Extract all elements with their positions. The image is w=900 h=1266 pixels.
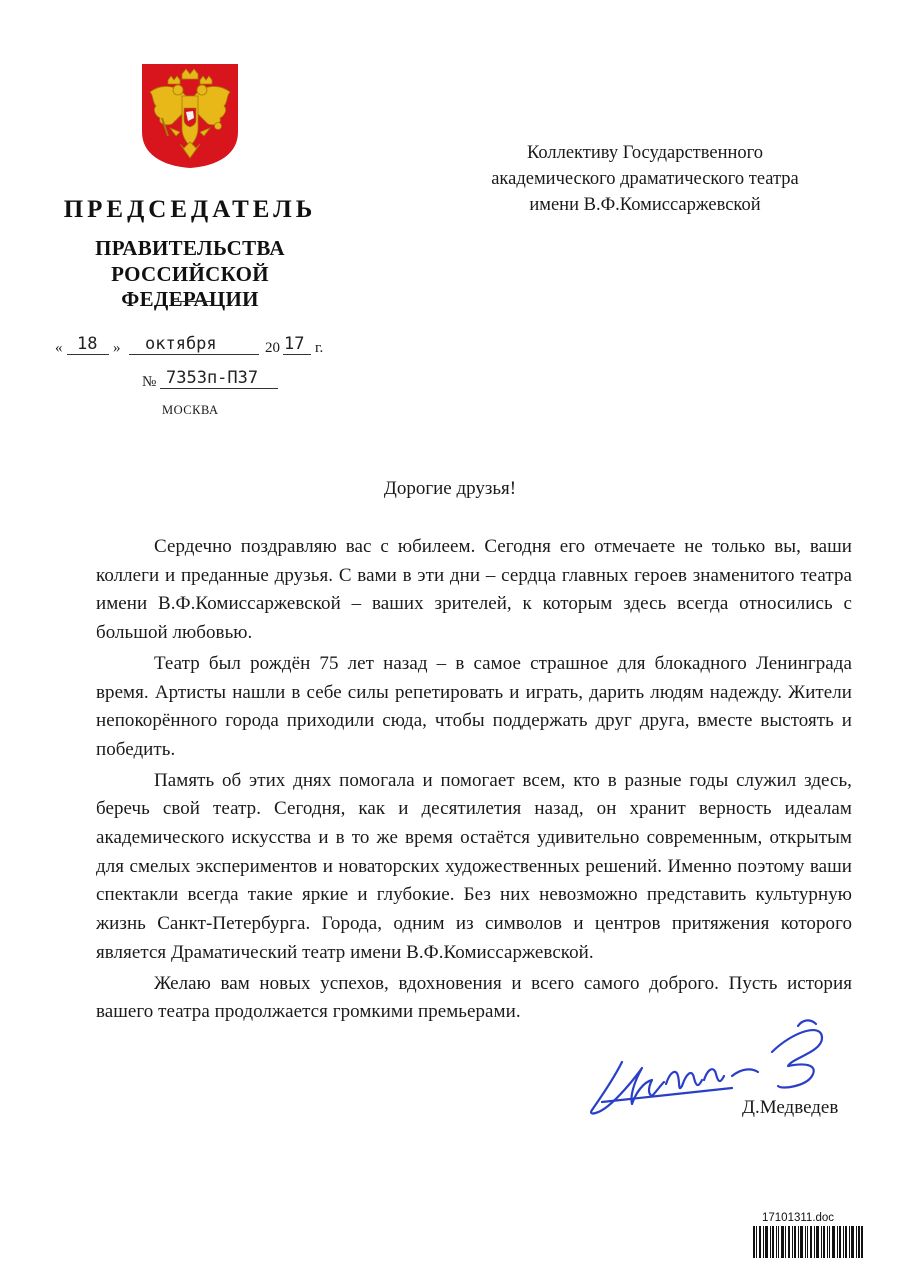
addressee-line2: академического драматического театра <box>491 169 799 189</box>
document-number: 7353п-П37 <box>166 368 259 388</box>
date-line <box>55 334 345 360</box>
date-close-quote: » <box>113 340 121 356</box>
date-month: октября <box>145 334 217 354</box>
greeting: Дорогие друзья! <box>383 478 517 499</box>
letterhead-subtitle-line2: РОССИЙСКОЙ ФЕДЕРАЦИИ <box>111 262 269 311</box>
signer-name: Д.Медведев <box>742 1097 839 1118</box>
letterhead-divider <box>172 301 212 302</box>
body-paragraph-4: Желаю вам новых успехов, вдохновения и всего самого доброго. Пусть история вашего театра продолжается громкими премьерами. <box>96 972 852 1023</box>
addressee-line3: имени В.Ф.Комиссаржевской <box>529 195 761 215</box>
body-paragraph-2: Театр был рождён 75 лет назад – в самое страшное для блокадного Ленинграда время. Артисты нашли в себе силы репетировать и играть, дарить людям надежду. Жители непокорённого города приходили сюда, чтобы поддержать друг друга, вместе выстоять и победить. <box>96 652 852 760</box>
barcode-icon <box>753 1226 863 1258</box>
date-year-prefix: 20 <box>265 340 280 356</box>
date-open-quote: « <box>55 340 63 356</box>
date-year-suffix: 17 <box>284 334 305 354</box>
letterhead-title: ПРЕДСЕДАТЕЛЬ <box>63 196 317 223</box>
addressee-line1: Коллективу Государственного <box>526 143 764 163</box>
city-label: МОСКВА <box>162 403 219 417</box>
body-paragraph-1: Сердечно поздравляю вас с юбилеем. Сегодня его отмечаете не только вы, ваши коллеги и преданные друзья. С вами в эти дни – сердца главных героев знаменитого театра имени В.Ф.Комиссаржевской – ваших зрителей, к которым здесь всегда относились с большой любовью. <box>96 536 852 644</box>
document-reference: 17101311.doc <box>762 1212 835 1224</box>
letterhead-subtitle-line1: ПРАВИТЕЛЬСТВА <box>95 236 285 260</box>
letter-body <box>96 533 852 1027</box>
number-prefix: № <box>142 374 157 390</box>
addressee-block <box>430 140 860 218</box>
coat-of-arms-icon <box>140 62 240 170</box>
number-line <box>142 370 302 394</box>
body-paragraph-3: Память об этих днях помогала и помогает всем, кто в разные годы служил здесь, беречь свой театр. Сегодня, как и десятилетия назад, он хранит верность идеалам академического искусства и в то же время остаётся удивительно современным, открытым для смелых экспериментов и новаторских художественных решений. Именно поэтому ваши спектакли всегда такие яркие и глубокие. Без них невозможно представить культурную жизнь Санкт-Петербурга. Города, одним из символов и центров притяжения которого является Драматический театр имени В.Ф.Комиссаржевской. <box>96 769 852 963</box>
date-year-unit: г. <box>315 340 324 356</box>
date-day: 18 <box>77 334 98 354</box>
